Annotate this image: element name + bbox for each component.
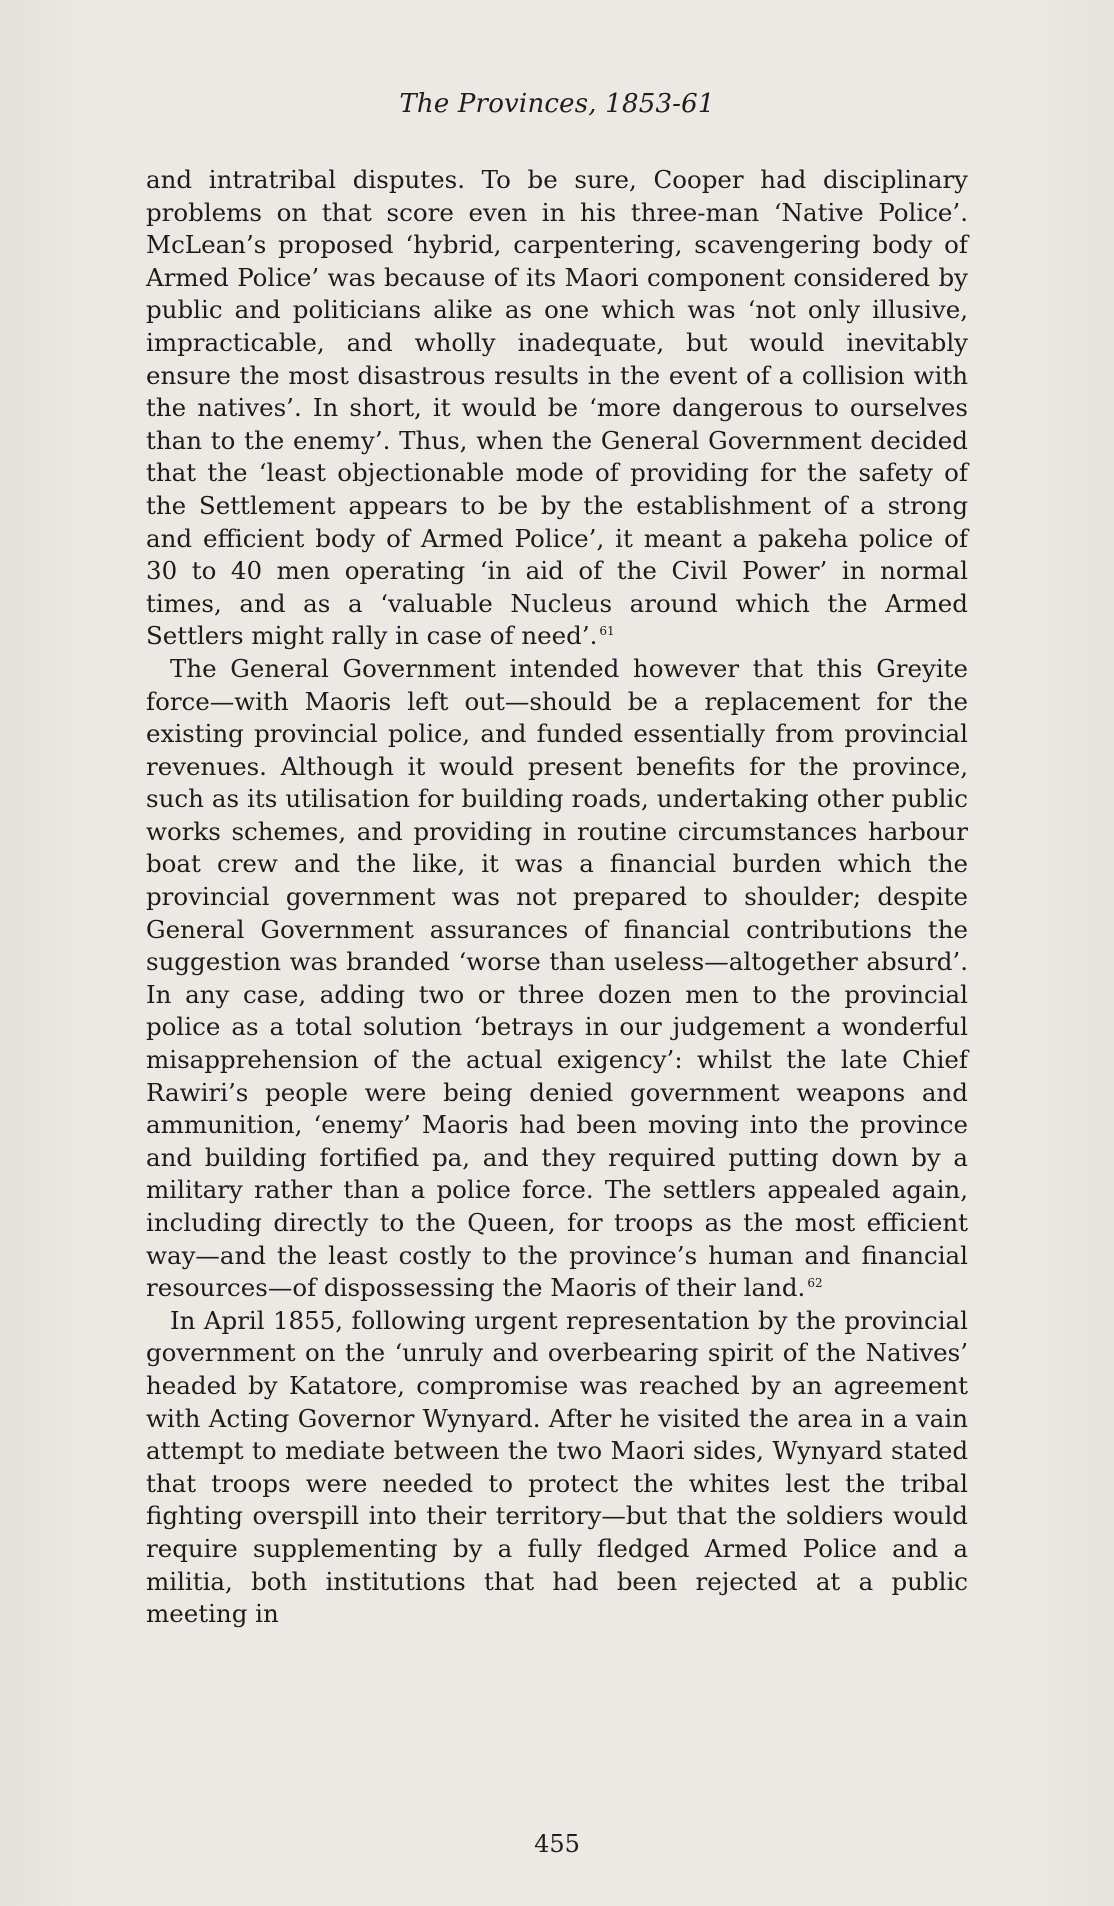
footnote-ref-61[interactable]: 61	[599, 624, 615, 639]
body-text	[146, 164, 968, 1631]
paragraph-2	[146, 653, 968, 1305]
paragraph-3	[146, 1305, 968, 1631]
running-head: The Provinces, 1853-61	[399, 89, 715, 119]
footnote-ref-62[interactable]: 62	[807, 1276, 823, 1291]
page-number: 455	[534, 1830, 580, 1858]
paragraph-2-text: The General Government intended however that this Greyite force—with Maoris left out—should be a replacement for the existing provincial police, and funded essentially from provincial revenues. Although it would present benefits for the province, such as its utilisation for building roads, undertaking other public works schemes, and providing in routine circumstances harbour boat crew and the like, it was a financial burden which the provincial government was not prepared to shoulder; despite General Government assurances of financial contributions the suggestion was branded ‘worse than useless—altogether absurd’. In any case, adding two or three dozen men to the provincial police as a total solution ‘betrays in our judgement a wonderful misapprehension of the actual exigency’: whilst the late Chief Rawiri’s people were being denied government weapons and ammunition, ‘enemy’ Maoris had been moving into the province and building fortified pa, and they required putting down by a military rather than a police force. The settlers appealed again, including directly to the Queen, for troops as the most efficient way—and the least costly to the province’s human and financial resources—of dispossessing the Maoris of their land.	[146, 653, 968, 1303]
paragraph-1	[146, 164, 968, 653]
paragraph-3-text: In April 1855, following urgent representation by the provincial government on the ‘unruly and overbearing spirit of the Natives’ headed by Katatore, compromise was reached by an agreement with Acting Governor Wynyard. After he visited the area in a vain attempt to mediate between the two Maori sides, Wynyard stated that troops were needed to protect the whites lest the tribal fighting overspill into their territory—but that the soldiers would require supplementing by a fully fledged Armed Police and a militia, both institutions that had been rejected at a public meeting in	[146, 1305, 968, 1629]
paragraph-1-text: and intratribal disputes. To be sure, Cooper had disciplinary problems on that score even in his three-man ‘Native Police’. McLean’s proposed ‘hybrid, carpentering, scavengering body of Armed Police’ was because of its Maori component considered by public and politicians alike as one which was ‘not only illusive, impracticable, and wholly inadequate, but would inevitably ensure the most disastrous results in the event of a collision with the natives’. In short, it would be ‘more dangerous to ourselves than to the enemy’. Thus, when the General Government decided that the ‘least objectionable mode of providing for the safety of the Settlement appears to be by the establishment of a strong and efficient body of Armed Police’, it meant a pakeha police of 30 to 40 men operating ‘in aid of the Civil Power’ in normal times, and as a ‘valuable Nucleus around which the Armed Settlers might rally in case of need’.	[146, 165, 968, 651]
